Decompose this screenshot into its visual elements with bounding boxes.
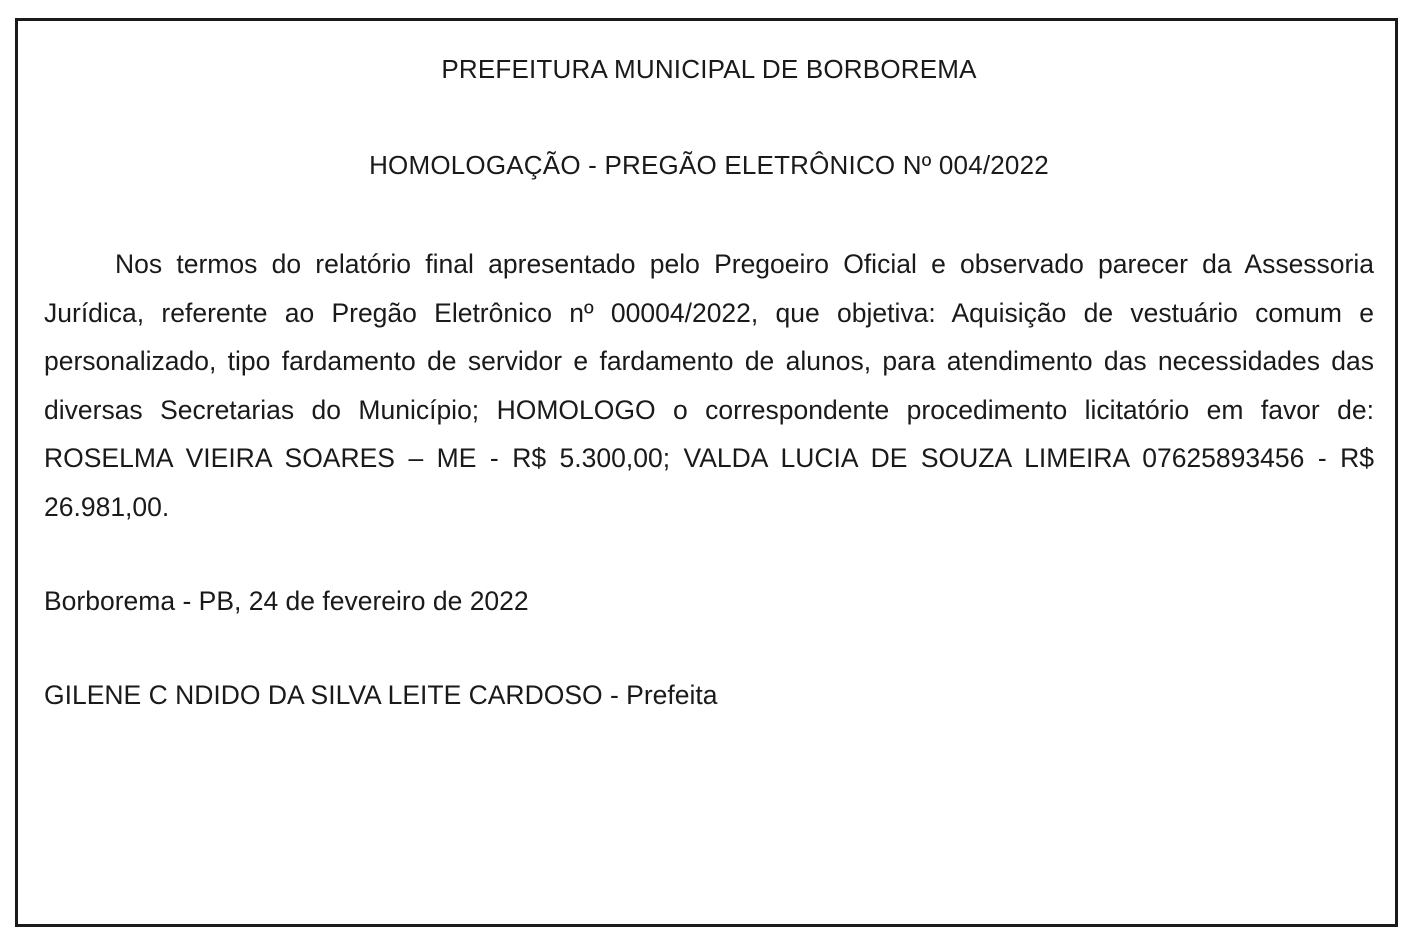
- signature-line: GILENE C NDIDO DA SILVA LEITE CARDOSO - Prefeita: [44, 680, 718, 710]
- place-and-date: Borborema - PB, 24 de fevereiro de 2022: [44, 586, 529, 616]
- document-title: HOMOLOGAÇÃO - PREGÃO ELETRÔNICO Nº 004/2022: [369, 150, 1049, 180]
- organization-heading: PREFEITURA MUNICIPAL DE BORBOREMA: [441, 54, 977, 84]
- body-paragraph: Nos termos do relatório final apresentado pelo Pregoeiro Oficial e observado parecer da Assessoria Jurídica, referente ao Pregão Eletrônico nº 00004/2022, que objetiva: Aquisição de vestuário comum e personalizado, tipo fardamento de servidor e fardamento de alunos, para atendimento das necessidades das diversas Secretarias do Município; HOMOLOGO o correspondente procedimento licitatório em favor de: ROSELMA VIEIRA SOARES – ME - R$ 5.300,00; VALDA LUCIA DE SOUZA LIMEIRA 07625893456 - R$ 26.981,00.: [44, 249, 1374, 522]
- document-content: [44, 50, 1374, 719]
